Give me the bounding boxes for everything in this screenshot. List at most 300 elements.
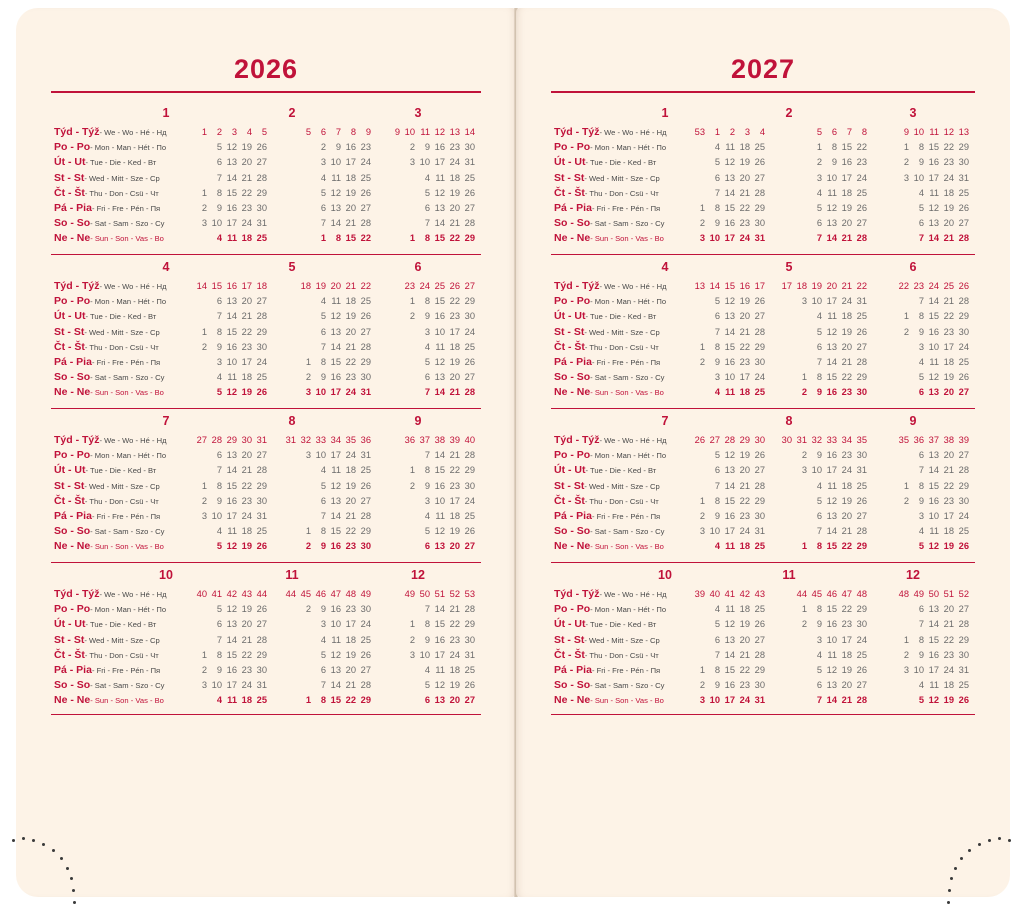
day-number: 14 [928,465,939,476]
month-cells [669,481,975,491]
day-number: 13 [724,465,735,476]
day-number: 5 [424,680,430,691]
month-cells [669,281,975,291]
day-number: 16 [841,157,852,168]
day-translations: - Thu - Don - Csü - Чт [84,650,159,660]
day-number: 17 [449,326,460,337]
day-number: 18 [943,356,954,367]
month-cell [169,526,273,536]
day-number: 26 [256,142,267,153]
title-divider [51,91,481,93]
day-number: 21 [241,465,252,476]
day-number: 26 [360,649,371,660]
day-number: 4 [216,233,222,244]
day-number: 13 [434,695,445,706]
day-number: 8 [216,326,222,337]
day-number: 29 [958,142,969,153]
day-number: 29 [464,465,475,476]
day-number: 29 [856,372,867,383]
day-number: 24 [241,218,252,229]
month-cell [273,589,377,599]
day-number: 29 [958,311,969,322]
day-number: 14 [724,480,735,491]
day-abbr: Týd - Týž [554,588,600,600]
week-number: 32 [811,435,822,445]
month-number: 12 [411,568,425,582]
day-number: 29 [360,526,371,537]
day-number: 1 [201,326,207,337]
day-number: 10 [811,465,822,476]
day-number: 14 [330,341,341,352]
day-number: 24 [739,695,750,706]
table-row [551,183,975,198]
week-number: 53 [464,589,475,599]
day-number: 14 [826,526,837,537]
day-number: 16 [226,341,237,352]
month-header-row [51,565,481,584]
week-number: 21 [345,281,356,291]
table-row [551,367,975,382]
month-cell [873,281,975,291]
day-number: 27 [958,387,969,398]
day-number: 3 [320,157,326,168]
day-number: 14 [928,233,939,244]
day-number: 1 [305,695,311,706]
week-number: 3 [231,127,237,137]
day-number: 6 [320,664,326,675]
day-number: 2 [903,495,909,506]
day-number: 18 [345,296,356,307]
week-number: 37 [419,435,430,445]
day-number: 1 [903,634,909,645]
day-number: 5 [918,541,924,552]
day-number: 22 [241,480,252,491]
day-number: 2 [699,218,705,229]
quarter-block [516,103,1010,244]
month-cell [771,665,873,675]
day-number: 8 [714,202,720,213]
day-translations: - Tue - Die - Ked - Вт [85,158,157,168]
day-translations: - Sat - Sam - Szo - Су [90,681,165,691]
day-number: 3 [816,634,822,645]
day-number: 18 [241,372,252,383]
day-number: 20 [739,634,750,645]
day-number: 10 [211,510,222,521]
table-row [51,306,481,321]
day-number: 30 [754,218,765,229]
week-number: 45 [300,589,311,599]
day-translations: - Tue - Die - Ked - Вт [585,620,657,630]
month-cell [669,387,771,397]
table-row [51,445,481,460]
day-abbr: Út - Ut [554,310,586,323]
day-number: 30 [464,634,475,645]
day-number: 31 [958,172,969,183]
day-number: 6 [714,172,720,183]
day-number: 17 [928,172,939,183]
month-header-row [51,257,481,276]
day-number: 29 [754,664,765,675]
day-translations: - Wed - Mitt - Sze - Ср [584,327,660,337]
day-translations: - We - Wo - Hé - Hд [599,590,667,599]
day-number: 3 [305,450,311,461]
day-number: 19 [943,695,954,706]
day-abbr: Pá - Pia [54,355,92,368]
day-number: 5 [320,187,326,198]
day-number: 13 [928,218,939,229]
day-number: 18 [943,526,954,537]
quarter-block [16,103,516,244]
day-abbr: Čt - Št [554,648,585,661]
table-row [551,584,975,599]
month-cells [669,635,975,645]
week-number: 26 [958,281,969,291]
day-number: 1 [409,465,415,476]
month-cell [273,604,377,614]
day-number: 26 [256,604,267,615]
month-number: 1 [162,106,170,120]
month-cells [169,327,481,337]
page-title: 2026 [233,54,299,84]
day-number: 22 [449,233,460,244]
day-number: 2 [201,341,207,352]
month-cell [771,450,873,460]
day-label [51,690,169,708]
day-abbr: Pá - Pia [54,509,92,522]
day-number: 16 [826,450,837,461]
day-number: 22 [943,311,954,322]
day-number: 5 [714,450,720,461]
month-cell [377,296,481,306]
week-number: 34 [841,435,852,445]
month-cells [669,526,975,536]
day-rows [51,122,481,244]
day-number: 28 [464,450,475,461]
table-row [551,198,975,213]
month-cell [273,142,377,152]
month-cell [873,435,975,445]
month-cell [873,127,975,137]
day-number: 18 [449,341,460,352]
day-number: 2 [409,142,415,153]
day-number: 2 [201,495,207,506]
month-cell [771,541,873,551]
day-number: 30 [754,680,765,691]
day-number: 17 [449,495,460,506]
month-cells [669,465,975,475]
month-cell [169,450,273,460]
day-abbr: St - St [54,633,85,646]
day-number: 6 [216,296,222,307]
day-number: 22 [739,495,750,506]
day-number: 4 [424,510,430,521]
month-cell [669,296,771,306]
day-number: 27 [754,311,765,322]
day-translations: - Thu - Don - Csü - Чт [84,496,159,506]
day-number: 29 [856,541,867,552]
day-number: 18 [345,465,356,476]
day-number: 11 [929,187,939,198]
month-cell [669,496,771,506]
month-cell [771,619,873,629]
day-number: 9 [714,680,720,691]
day-number: 26 [958,541,969,552]
month-cell [669,327,771,337]
month-cells [669,604,975,614]
week-number: 39 [958,435,969,445]
day-number: 24 [739,233,750,244]
quarter-list-left [16,103,516,706]
month-cells [669,357,975,367]
table-row [51,168,481,183]
day-number: 17 [434,649,445,660]
day-number: 14 [226,465,237,476]
day-number: 5 [320,311,326,322]
day-number: 6 [424,372,430,383]
day-number: 21 [241,311,252,322]
month-cell [273,218,377,228]
day-number: 12 [434,187,445,198]
month-cell [273,188,377,198]
day-abbr: Po - Po [554,449,591,462]
month-cell [771,357,873,367]
day-abbr: So - So [54,679,91,692]
day-number: 7 [918,296,924,307]
week-number: 14 [709,281,720,291]
week-number: 31 [796,435,807,445]
day-number: 27 [754,634,765,645]
day-number: 19 [449,187,460,198]
day-number: 12 [330,311,341,322]
day-number: 14 [724,649,735,660]
week-number: 17 [754,281,765,291]
month-cell [273,296,377,306]
month-cell [771,203,873,213]
month-cell [273,665,377,675]
day-number: 8 [816,541,822,552]
month-cell [873,695,975,705]
day-number: 12 [724,157,735,168]
day-number: 13 [724,634,735,645]
day-number: 14 [928,296,939,307]
month-cell [273,281,377,291]
day-number: 5 [714,296,720,307]
table-row [551,291,975,306]
day-translations: - Thu - Don - Csü - Чт [84,188,159,198]
day-number: 21 [943,619,954,630]
week-number: 50 [928,589,939,599]
month-cells [669,157,975,167]
month-header-row [51,411,481,430]
week-number: 44 [256,589,267,599]
table-row [551,322,975,337]
bottom-divider [51,714,481,716]
day-number: 19 [345,649,356,660]
day-number: 12 [826,664,837,675]
day-number: 28 [958,465,969,476]
month-cell [669,357,771,367]
day-number: 22 [449,465,460,476]
month-cell [669,188,771,198]
day-number: 15 [928,311,939,322]
day-number: 14 [434,450,445,461]
day-number: 27 [856,680,867,691]
day-number: 27 [360,202,371,213]
month-cell [169,233,273,243]
day-number: 28 [856,526,867,537]
month-cell [873,203,975,213]
month-cell [771,188,873,198]
week-number: 9 [394,127,400,137]
table-row [51,337,481,352]
day-number: 4 [320,634,326,645]
day-number: 19 [449,356,460,367]
day-number: 16 [826,619,837,630]
day-number: 19 [841,202,852,213]
month-cell [873,296,975,306]
day-abbr: Pá - Pia [54,663,92,676]
month-cell [377,188,481,198]
day-number: 5 [320,649,326,660]
day-number: 24 [345,387,356,398]
day-rows [51,584,481,706]
day-abbr: Čt - Št [54,648,85,661]
day-number: 26 [856,326,867,337]
day-number: 6 [320,202,326,213]
day-number: 1 [903,142,909,153]
month-cell [169,680,273,690]
day-number: 8 [714,495,720,506]
day-number: 22 [449,619,460,630]
month-cells [669,233,975,243]
day-number: 3 [918,510,924,521]
day-rows [551,430,975,552]
day-number: 15 [226,480,237,491]
day-number: 29 [360,356,371,367]
day-number: 23 [943,495,954,506]
day-number: 16 [434,142,445,153]
table-row [551,228,975,243]
day-abbr: Týd - Týž [554,126,600,138]
day-number: 4 [216,695,222,706]
day-number: 11 [827,311,837,322]
day-rows [551,584,975,706]
month-cell [873,173,975,183]
month-cell [273,465,377,475]
day-abbr: Pá - Pia [54,201,92,214]
day-number: 28 [754,649,765,660]
day-number: 8 [918,634,924,645]
month-cell [273,357,377,367]
month-cells [669,511,975,521]
week-number: 40 [196,589,207,599]
day-number: 25 [256,526,267,537]
day-abbr: Út - Ut [554,618,586,631]
month-cells [669,311,975,321]
day-translations: - Sat - Sam - Szo - Су [590,527,665,537]
day-number: 11 [929,356,939,367]
month-cell [873,589,975,599]
week-number: 19 [811,281,822,291]
day-abbr: Po - Po [54,449,91,462]
week-number: 15 [724,281,735,291]
day-number: 26 [754,619,765,630]
table-row [51,506,481,521]
month-cell [771,142,873,152]
day-number: 12 [928,372,939,383]
month-cells [169,296,481,306]
day-number: 4 [424,664,430,675]
day-number: 1 [409,619,415,630]
day-number: 9 [714,356,720,367]
day-number: 13 [724,311,735,322]
day-number: 30 [856,450,867,461]
day-number: 25 [464,172,475,183]
day-number: 13 [226,450,237,461]
month-cells [669,680,975,690]
month-cells [169,342,481,352]
day-number: 31 [360,387,371,398]
day-number: 12 [928,695,939,706]
month-cell [169,188,273,198]
day-number: 16 [226,495,237,506]
day-number: 27 [360,495,371,506]
day-number: 11 [227,695,237,706]
day-rows [551,122,975,244]
day-abbr: St - St [54,171,85,184]
month-cells [669,665,975,675]
day-number: 3 [409,157,415,168]
day-number: 6 [918,450,924,461]
day-number: 14 [826,356,837,367]
week-number: 40 [709,589,720,599]
day-number: 6 [424,541,430,552]
day-number: 16 [434,480,445,491]
day-abbr: St - St [554,633,585,646]
month-cell [873,342,975,352]
day-number: 26 [958,202,969,213]
day-number: 7 [320,341,326,352]
day-number: 9 [918,157,924,168]
day-number: 11 [331,296,341,307]
week-number: 24 [928,281,939,291]
month-cell [169,481,273,491]
table-row [51,645,481,660]
month-cell [873,311,975,321]
day-number: 29 [360,695,371,706]
month-cells [669,203,975,213]
month-cell [273,372,377,382]
month-cells [169,450,481,460]
day-number: 9 [424,142,430,153]
month-cells [169,173,481,183]
day-abbr: Po - Po [54,603,91,616]
day-number: 17 [943,341,954,352]
day-number: 9 [424,634,430,645]
month-cell [169,157,273,167]
table-row [51,675,481,690]
table-row [51,183,481,198]
day-number: 23 [841,387,852,398]
day-abbr: Út - Ut [54,618,86,631]
month-cells [669,218,975,228]
month-cell [377,526,481,536]
day-number: 12 [434,356,445,367]
day-number: 8 [216,480,222,491]
day-number: 12 [330,187,341,198]
day-number: 21 [449,218,460,229]
month-number: 8 [288,414,296,428]
